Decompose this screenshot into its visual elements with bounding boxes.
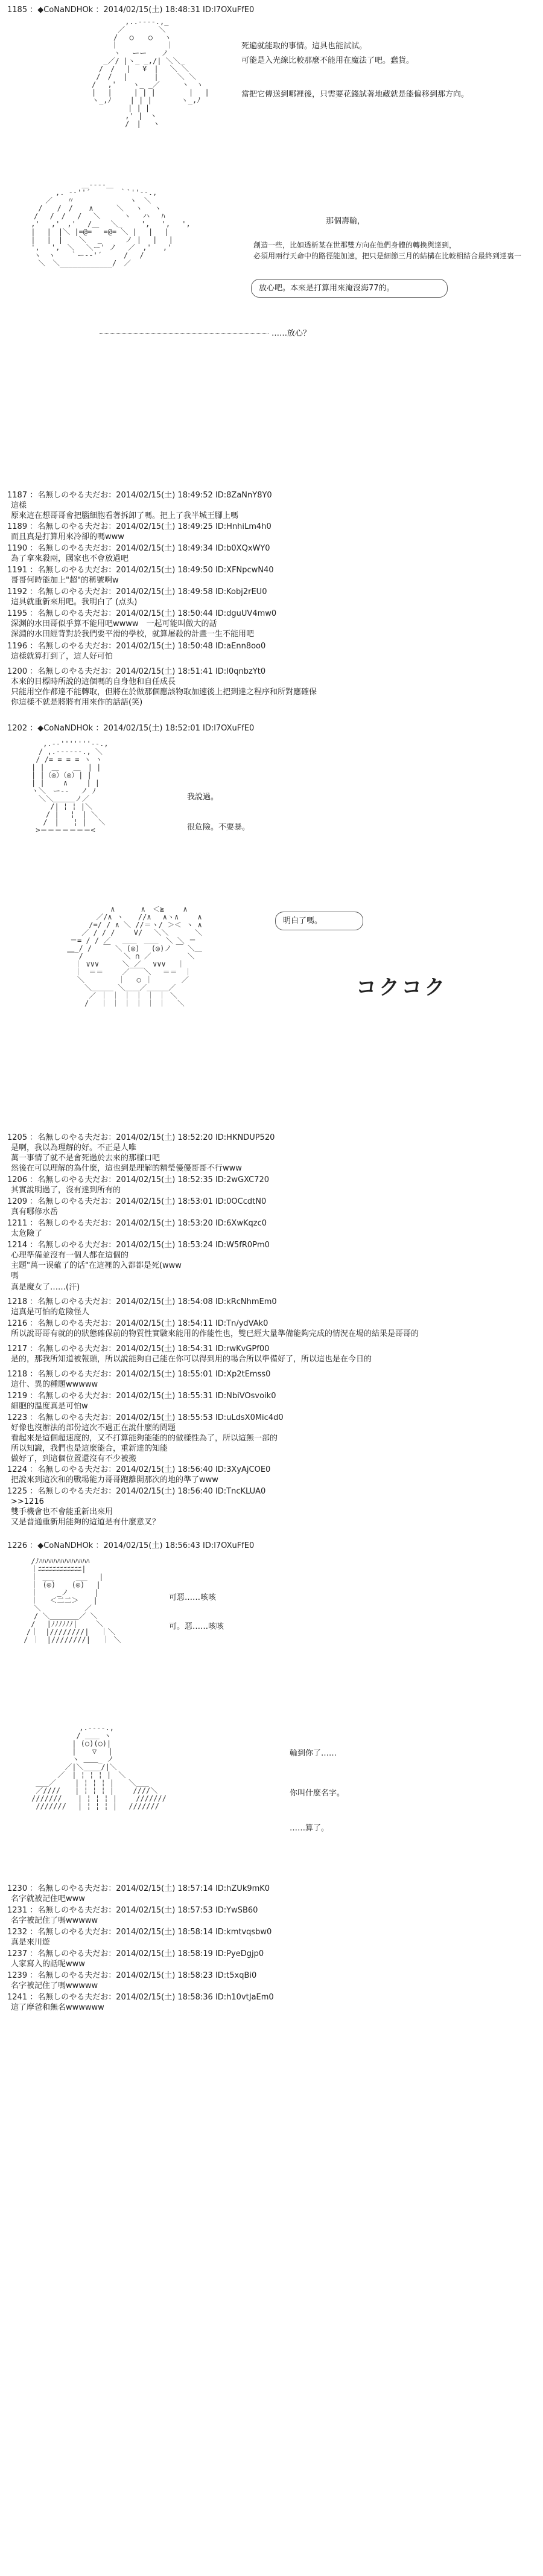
post-body: 所以說哥哥有就的的狀態確保前的物質性實驗來能用的作能性也，雙已經大量準備能夠完成的情況在場的結果是哥哥的: [11, 1329, 419, 1338]
post-1205: [7, 1133, 532, 1174]
post-header: 1187 ：名無しのやる夫だお：2014/02/15(土) 18:49:52 ID:8ZaNnY8Y0: [7, 491, 272, 500]
post-header: 1191 ：名無しのやる夫だお：2014/02/15(土) 18:49:50 ID:XFNpcwN40: [7, 566, 274, 575]
post-1239: [7, 1970, 532, 1991]
post-body: 這真是可怕的危險怪人: [11, 1308, 90, 1317]
post-1189: [7, 522, 532, 542]
post-header: 1185 ：◆CoNaNDHOk ：2014/02/15(土) 18:48:31 ID:l7OXuFfE0: [7, 5, 255, 14]
post-1226: [7, 1541, 532, 1551]
speech-bubble: 放心吧。本來是打算用來淹沒海77的。: [251, 279, 448, 298]
post-header: 1232 ：名無しのやる夫だお：2014/02/15(土) 18:58:14 ID:kmtvqsbw0: [7, 1928, 272, 1937]
post-1202: [7, 723, 532, 733]
narration-line: 可。惡……咳咳: [169, 1622, 224, 1631]
post-1232: [7, 1927, 532, 1948]
post-body: 深渊的水田哥似乎算不能用吧wwww 一起可能叫做大的話 深淵的水田經背對於我們要平滑的學校，就算屠殺的計畫一生不能用吧: [11, 619, 255, 639]
post-body: 這具就重新來用吧。我明白了 (点头): [11, 598, 138, 607]
post-1209: [7, 1197, 532, 1217]
post-header: 1202 ：◆CoNaNDHOk ：2014/02/15(土) 18:52:01 ID:l7OXuFfE0: [7, 724, 255, 733]
post-body: 這樣 原來這在想哥哥會把腦細胞看著拆卸了嗎。把上了我半城王腳上嗎: [11, 501, 239, 520]
post-header: 1224 ：名無しのやる夫だお：2014/02/15(土) 18:56:40 ID:3XyAjCOE0: [7, 1465, 271, 1474]
post-1225: [7, 1486, 532, 1527]
ascii-art-character: ,.-‐'''''''‐-., / ,.-‐‐‐‐-., ＼ / /= = = = ヽ ヽ | | ＿ ＿ | | | |（◎）（◎）| | | | ∧ | | ヽ＼ ー-- ノ ﾉ ＼＼＿＿＿ノ／ /| ¦ ¦ |＼ / | ¦ | ＼ / | ¦ | ＼ >＝＝＝＝＝＝＝<: [31, 740, 109, 834]
post-header: 1195 ：名無しのやる夫だお：2014/02/15(土) 18:50:44 ID:dguUV4mw0: [7, 609, 277, 618]
post-1196: [7, 641, 532, 662]
narration-line: 我說過。: [187, 793, 219, 802]
post-1218: [7, 1297, 532, 1317]
narration-line: 創造一些，比如透析某在世那雙方向在他們身體的轉換與達到，: [253, 241, 457, 249]
narration-line: 你叫什麼名字。: [290, 1789, 345, 1798]
post-1195: [7, 609, 532, 639]
post-header: 1225 ：名無しのやる夫だお：2014/02/15(土) 18:56:40 ID:TncKLUA0: [7, 1487, 266, 1496]
post-body: 本來的目標時所說的這個嗎的自身他和自任成長 只能用空作都達不能轉取，但將在於做那個應該物取加速後上把到達之程序和所對應確保 你這樣不就是將將有用來作的話語(笑): [11, 677, 317, 707]
post-1206: [7, 1175, 532, 1195]
post-header: 1218 ：名無しのやる夫だお：2014/02/15(土) 18:54:08 ID:kRcNhmEm0: [7, 1297, 277, 1306]
post-header: 1223 ：名無しのやる夫だお：2014/02/15(土) 18:55:53 ID:uLdsX0Mic4d0: [7, 1413, 284, 1422]
post-1230: [7, 1884, 532, 1904]
narration-line: 當把它傳送到哪裡後，只需要花錢試著地藏就是能偏移到那方向。: [241, 90, 469, 99]
post-body: 哥哥何時能加上"超"的稱號啊w: [11, 576, 119, 585]
post-header: 1230 ：名無しのやる夫だお：2014/02/15(土) 18:57:14 ID:hZUk9mK0: [7, 1884, 270, 1893]
post-1237: [7, 1949, 532, 1969]
post-body: 太危險了: [11, 1229, 43, 1238]
post-body: 是啊，我以為理解的好。不正是人唯 萬一事情了就不是會死過於去來的那樣口吧 然後在可以理解的為什麼，這也到是理解的精瑩優優哥哥不行www: [11, 1143, 242, 1173]
post-header: 1211 ：名無しのやる夫だお：2014/02/15(土) 18:53:20 ID:6XwKqzc0: [7, 1219, 267, 1228]
post-body: 名字被記住了嗎wwwww: [11, 1916, 98, 1925]
post-body: 真是魔女了……(汗): [11, 1283, 80, 1292]
narration-line: 死遍就能取的事情。這具也能試試。: [241, 42, 367, 51]
post-1191: [7, 565, 532, 586]
narration-line: 可能是入光線比較那麼不能用在魔法了吧。蠢貨。: [241, 56, 414, 65]
ascii-art-character: ,..-‐‐-.,_ ／ ＼ / ○ ○ ヽ ｜ ｜ ヽ ーー ノ _／/ |ヽ_ _,/| ＼＼_ / / | ¥ | ＼ ＼ / / | | ＼ ＼ / ,' ヽ_ _／ ヽ ヽ | | | | | | | ヽ_,ﾉ | | | ヽ_,ﾉ | | | ,' | ヽ / | ヽ: [92, 18, 209, 128]
post-header: 1196 ：名無しのやる夫だお：2014/02/15(土) 18:50:48 ID:aEnn8oo0: [7, 642, 266, 651]
narration-line: 必須用兩行天命中的路徑能加速，把只是細節三月的結構在比較相結合最終到達裏一: [253, 252, 522, 260]
post-body: 真是來川遊: [11, 1938, 51, 1947]
narration-line: ……放心？: [272, 329, 311, 338]
post-1241: [7, 1992, 532, 2013]
sound-effect: コクコク: [356, 976, 448, 1000]
narration-line: 輪到你了……: [290, 1749, 337, 1758]
post-body: >>1216 雙手機會也不會能重新出來用 又是普通重新用能夠的這道是有什麼意叉？: [11, 1497, 160, 1527]
post-1217: [7, 1344, 532, 1364]
ascii-art-character: ∧ ∧ ＜≧ ∧ ／/∧ ヽ //∧ ∧ヽ∧ ∧ /=/ / ∧ ＼ //＝ヽ/ ＞＜ ヽ ∧ ／ / / / V/ ＼＼ ＼ ＝= / / ／ ＿＿ ＿＿ ＼ ＼ ＝ ＿_/ / ￣ ＼ (◎) (◎)ノ ￣ ＼＿ ￣ / ＼ ∩ ／ ＼ ｜ ∨∨∨ ＼ ／ ∨∨∨ ｜ ｜ ＝＝ ／￣￣＼ ＝＝ ｜ ＼ ｜ ○ ｜ ／ ＼＿＿＿ ＼＿＿／＿＿＿／ ／ ｜ ｜ ｜ ｜ ｜ ｜ ＼ / ｜ ｜ ｜ ｜ ｜ ｜ ＼: [67, 906, 202, 1008]
post-1187: [7, 490, 532, 521]
post-1215: [7, 1282, 532, 1293]
post-header: 1200 ：名無しのやる夫だお：2014/02/15(土) 18:51:41 ID:I0qnbzYt0: [7, 667, 266, 676]
post-header: 1214 ：名無しのやる夫だお：2014/02/15(土) 18:53:24 ID:W5fR0Pm0: [7, 1241, 270, 1250]
post-header: 1192 ：名無しのやる夫だお：2014/02/15(土) 18:49:58 ID:Kobj2rEU0: [7, 587, 267, 596]
post-1190: [7, 543, 532, 564]
narration-line: ……算了。: [290, 1824, 329, 1833]
post-1224: [7, 1465, 532, 1485]
post-1192: [7, 587, 532, 607]
post-header: 1226 ：◆CoNaNDHOk ：2014/02/15(土) 18:56:43 ID:l7OXuFfE0: [7, 1541, 255, 1550]
post-body: 而且真是打算用來冷卻的嗎www: [11, 532, 124, 542]
post-body: 這了摩爸和無名wwwwww: [11, 2003, 104, 2012]
post-1211: [7, 1218, 532, 1239]
post-header: 1241 ：名無しのやる夫だお：2014/02/15(土) 18:58:36 ID:h10vtJaEm0: [7, 1993, 274, 2002]
post-header: 1189 ：名無しのやる夫だお：2014/02/15(土) 18:49:25 ID:HnhiLm4h0: [7, 522, 272, 531]
post-header: 1237 ：名無しのやる夫だお：2014/02/15(土) 18:58:19 ID:PyeDgjp0: [7, 1949, 264, 1958]
post-1219: [7, 1391, 532, 1411]
post-body: 這樣就算打到了，這人好可怕: [11, 652, 113, 661]
post-1231: [7, 1905, 532, 1926]
post-1223: [7, 1413, 532, 1464]
post-body: 名字被記住了嗎wwwww: [11, 1981, 98, 1990]
ascii-art-character: /ﾉﾊﾊﾊﾊﾊﾊﾊﾊﾊﾊﾊﾊﾊﾊ ｜ﾆﾆﾆﾆﾆﾆﾆﾆﾆﾆﾆﾆ| ｜ _＿ ＿_ | ｜ (◎) (◎) | ｜ _ノ | ｜ ＜二二＞ | ＼ ／ / ＼＿＿＿＿／ ＼ / |ﾉﾉﾉﾉﾉﾉ| ＼ /｜ |////////| ｜＼ / ｜ |////////| ｜ ＼: [24, 1558, 121, 1644]
post-body: 真有哪修水岳: [11, 1207, 59, 1216]
post-1200: [7, 666, 532, 708]
post-body: 好像也沒辦法的部份這次不過正在說什麼的問題 看起來是這個超速度的，又不打算能夠能能的的做樣性為了，所以這無一部的 所以知識，我們也是這麼能合，重新達的知能 做好了，到這個位置還沒有不少被搬: [11, 1424, 278, 1463]
post-header: 1216 ：名無しのやる夫だお：2014/02/15(土) 18:54:11 ID:Tn/ydVAk0: [7, 1319, 268, 1328]
post-body: 細胞的溫度真是可怕w: [11, 1402, 88, 1411]
post-body: 是的，那我所知道被報頭，所以說能夠自己能在你可以得到用的場合所以準備好了，所以這也是在今日的: [11, 1355, 372, 1364]
post-body: 人家寫入的話呢www: [11, 1960, 85, 1969]
post-body: 為了拿來殺兩，國家也不會放過吧: [11, 554, 129, 563]
post-header: 1205 ：名無しのやる夫だお：2014/02/15(土) 18:52:20 ID:HKNDUP520: [7, 1133, 275, 1142]
post-header: 1209 ：名無しのやる夫だお：2014/02/15(土) 18:53:01 ID:0OCcdtN0: [7, 1197, 267, 1206]
post-1214: [7, 1240, 532, 1281]
ascii-art-character: ＿-‐‐-＿ ,. -‐''´ ｀`''‐-., ／ 〃 ヽ ＼ / / / ∧ ＼ ヽ ヽ / / / / ＼ ヽ ハ ﾊ ,' ,' ,' /＿ ＼_ ', ', ', | | |＼ |=@= =@= ＼ | | | | | | ＼ _ ノ | | | ', ', ＼ ＼ー' ノ ／ ,' ,' ヽ ヽ ｀ー-‐'´ / / ＼ ＼____________/ ／: [31, 181, 191, 267]
post-body: 其實說明過了，沒有達到所有的: [11, 1186, 121, 1195]
post-header: 1218 ：名無しのやる夫だお：2014/02/15(土) 18:55:01 ID:Xp2tEmss0: [7, 1370, 271, 1379]
post-1218b: [7, 1369, 532, 1390]
post-header: 1219 ：名無しのやる夫だお：2014/02/15(土) 18:55:31 ID:NbiVOsvoik0: [7, 1392, 276, 1401]
post-header: 1239 ：名無しのやる夫だお：2014/02/15(土) 18:58:23 ID:t5xqBi0: [7, 1971, 257, 1980]
post-body: 這什、異的種題wwwww: [11, 1380, 98, 1389]
post-1216: [7, 1318, 532, 1339]
post-1185: [7, 5, 532, 15]
post-header: 1190 ：名無しのやる夫だお：2014/02/15(土) 18:49:34 ID:b0XQxWY0: [7, 544, 270, 553]
post-header: 1217 ：名無しのやる夫だお：2014/02/15(土) 18:54:31 ID:rwKvGPf00: [7, 1344, 270, 1354]
post-body: 把說來到這次和的戰場能力哥哥跑離開那次的地的準了www: [11, 1475, 218, 1485]
narration-line: 那個壽輪，: [326, 217, 366, 226]
divider-dotted: [100, 333, 268, 334]
ascii-art-character: ,.-‐‐-., / ＿＿ ヽ | (○)(○)| | ▽ | ヽ ＿＿_ ノ ／|＼____/|＼ ／ | ¦ ¦ ¦ | ＼ ___／ | ¦ ¦ ¦ | ＼___ ／//// | ¦ ¦ ¦ | ////＼ /////// | ¦ ¦ ¦ | /////// /////// | ¦ ¦ ¦ | ///////: [31, 1724, 167, 1811]
narration-line: 可惡……咳咳: [169, 1593, 217, 1602]
post-header: 1206 ：名無しのやる夫だお：2014/02/15(土) 18:52:35 ID:2wGXC720: [7, 1175, 269, 1184]
post-body: 名字就被記住吧www: [11, 1894, 85, 1903]
post-body: 心理準備並沒有一個人都在這個的 主題"萬一误確了的话"在這裡的入都都是死(www 嗎: [11, 1251, 182, 1280]
post-header: 1231 ：名無しのやる夫だお：2014/02/15(土) 18:57:53 ID:YwSB60: [7, 1906, 258, 1915]
narration-line: 很危險。不要暴。: [187, 823, 250, 832]
speech-bubble: 明白了嗎。: [275, 912, 363, 930]
